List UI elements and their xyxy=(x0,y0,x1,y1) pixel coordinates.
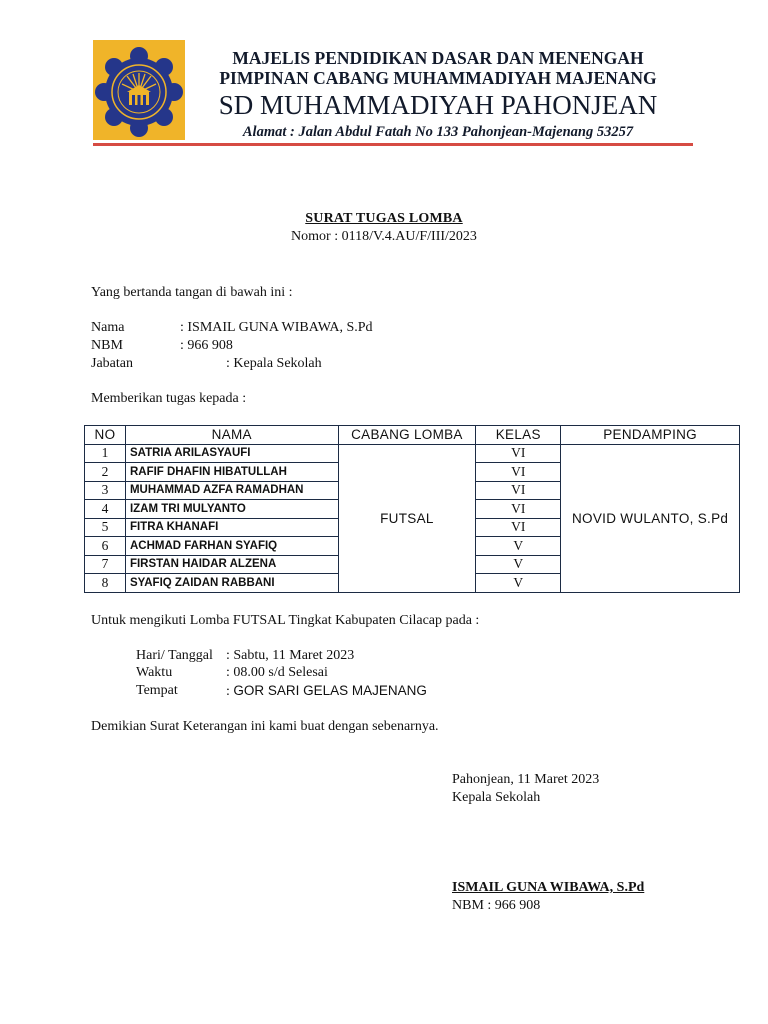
row-name: FIRSTAN HAIDAR ALZENA xyxy=(125,555,338,574)
signature-role: Kepala Sekolah xyxy=(452,790,541,805)
row-name: IZAM TRI MULYANTO xyxy=(125,500,338,519)
closing-text: Demikian Surat Keterangan ini kami buat dengan sebenarnya. xyxy=(91,719,439,734)
signature-name: ISMAIL GUNA WIBAWA, S.Pd xyxy=(452,880,645,895)
header-cabang-lomba: CABANG LOMBA xyxy=(338,426,476,445)
header-pendamping: PENDAMPING xyxy=(561,426,740,445)
letterhead-divider xyxy=(93,143,693,146)
row-name: SYAFIQ ZAIDAN RABBANI xyxy=(125,574,338,593)
row-kelas: V xyxy=(476,537,561,556)
event-time-value: : 08.00 s/d Selesai xyxy=(226,665,328,680)
row-no: 6 xyxy=(85,537,126,556)
signature-nbm: NBM : 966 908 xyxy=(452,898,541,913)
row-kelas: VI xyxy=(476,481,561,500)
signer-nbm-label: NBM xyxy=(91,338,123,353)
row-kelas: VI xyxy=(476,463,561,482)
header-kelas: KELAS xyxy=(476,426,561,445)
event-time-label: Waktu xyxy=(136,665,173,680)
pendamping-cell: NOVID WULANTO, S.Pd xyxy=(561,444,740,592)
row-no: 7 xyxy=(85,555,126,574)
signer-position-value: : Kepala Sekolah xyxy=(226,356,322,371)
signer-name-label: Nama xyxy=(91,320,125,335)
row-no: 1 xyxy=(85,444,126,463)
school-address: Alamat : Jalan Abdul Fatah No 133 Pahonjean-Majenang 53257 xyxy=(242,124,634,140)
row-kelas: VI xyxy=(476,500,561,519)
signer-name-value: : ISMAIL GUNA WIBAWA, S.Pd xyxy=(180,320,373,335)
row-name: MUHAMMAD AZFA RAMADHAN xyxy=(125,481,338,500)
purpose-text: Untuk mengikuti Lomba FUTSAL Tingkat Kabupaten Cilacap pada : xyxy=(91,613,480,628)
event-date-value: : Sabtu, 11 Maret 2023 xyxy=(226,648,355,663)
event-place-label: Tempat xyxy=(136,683,178,698)
event-place-value xyxy=(226,682,427,701)
assign-text: Memberikan tugas kepada : xyxy=(91,391,247,406)
event-place-prefix: : xyxy=(226,684,234,699)
letter-title: SURAT TUGAS LOMBA xyxy=(305,211,463,226)
muhammadiyah-logo xyxy=(93,40,185,140)
row-no: 4 xyxy=(85,500,126,519)
row-kelas: V xyxy=(476,555,561,574)
event-date-label: Hari/ Tanggal xyxy=(136,648,213,663)
row-no: 8 xyxy=(85,574,126,593)
row-kelas: VI xyxy=(476,444,561,463)
row-no: 2 xyxy=(85,463,126,482)
row-name: SATRIA ARILASYAUFI xyxy=(125,444,338,463)
row-no: 5 xyxy=(85,518,126,537)
header-nama: NAMA xyxy=(125,426,338,445)
table-row xyxy=(85,444,740,463)
event-place-name: GOR SARI GELAS MAJENANG xyxy=(233,683,427,698)
signer-position-label: Jabatan xyxy=(91,356,133,371)
row-no: 3 xyxy=(85,481,126,500)
letterhead-line2: PIMPINAN CABANG MUHAMMADIYAH MAJENANG xyxy=(219,68,657,88)
row-kelas: V xyxy=(476,574,561,593)
letter-number: Nomor : 0118/V.4.AU/F/III/2023 xyxy=(291,229,477,244)
row-name: RAFIF DHAFIN HIBATULLAH xyxy=(125,463,338,482)
row-name: ACHMAD FARHAN SYAFIQ xyxy=(125,537,338,556)
row-name: FITRA KHANAFI xyxy=(125,518,338,537)
participants-table xyxy=(84,425,740,593)
table-header-row xyxy=(85,426,740,445)
school-name: SD MUHAMMADIYAH PAHONJEAN xyxy=(218,90,658,120)
cabang-lomba-cell: FUTSAL xyxy=(338,444,476,592)
signature-place-date: Pahonjean, 11 Maret 2023 xyxy=(452,772,600,787)
opening-text: Yang bertanda tangan di bawah ini : xyxy=(91,285,293,300)
letterhead xyxy=(190,48,686,142)
row-kelas: VI xyxy=(476,518,561,537)
header-no: NO xyxy=(85,426,126,445)
signer-nbm-value: : 966 908 xyxy=(180,338,233,353)
letterhead-line1: MAJELIS PENDIDIKAN DASAR DAN MENENGAH xyxy=(232,48,644,68)
